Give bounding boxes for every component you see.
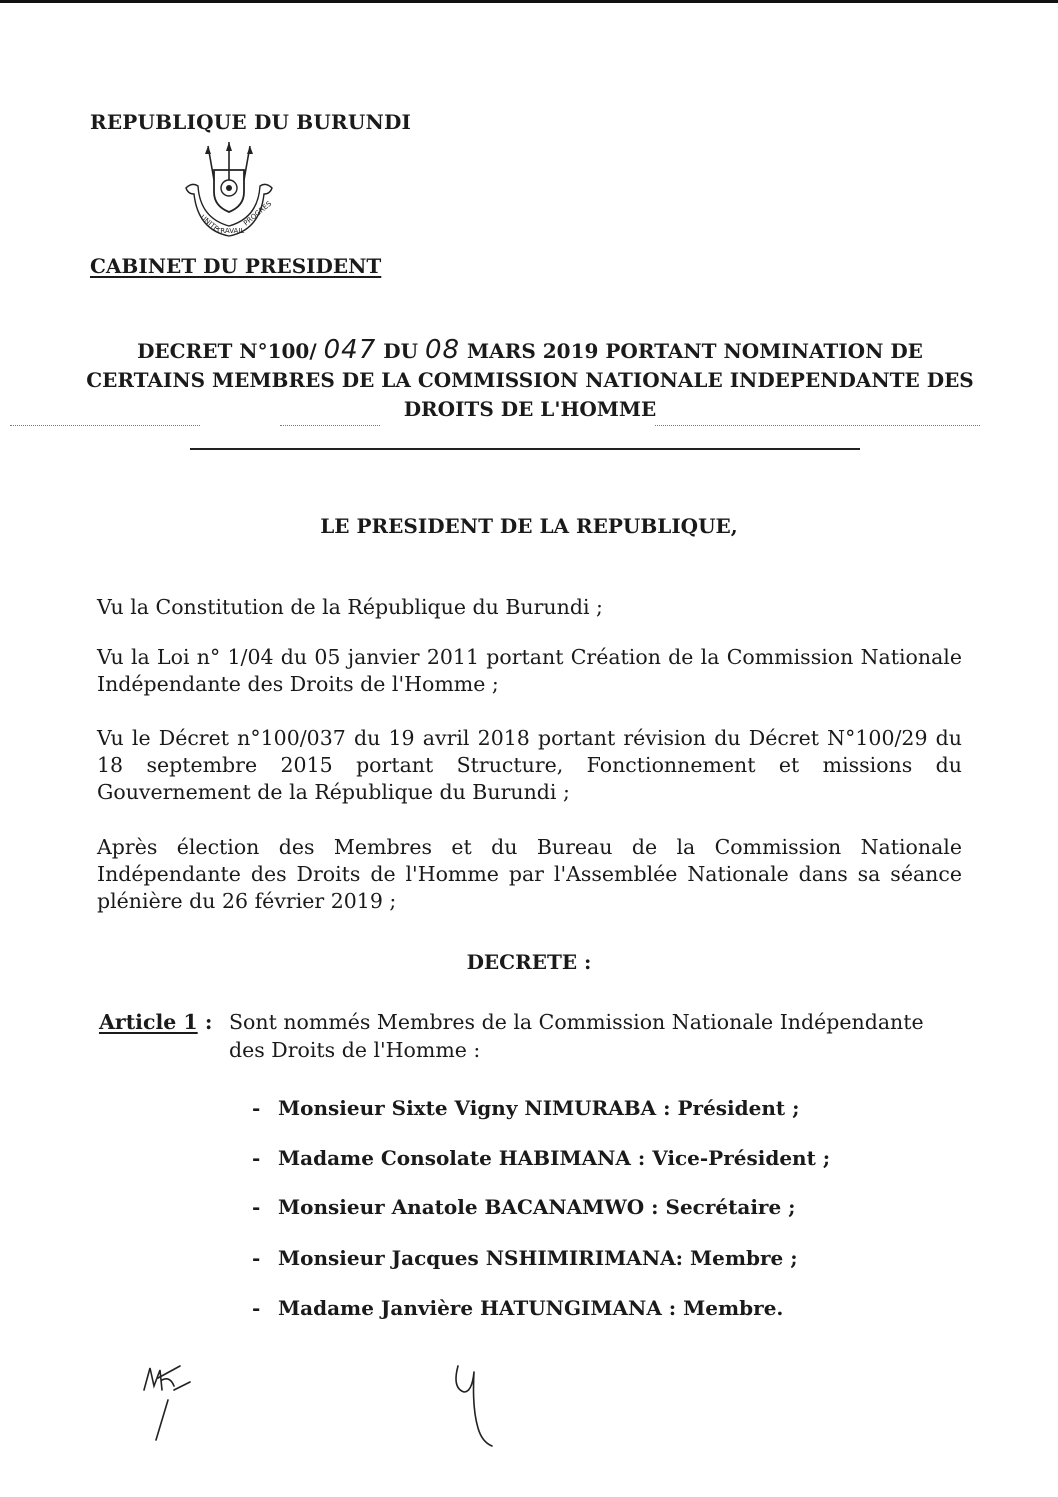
member-bullet: - — [252, 1195, 261, 1219]
president-heading: LE PRESIDENT DE LA REPUBLIQUE, — [320, 514, 738, 538]
decree-title-rest: MARS 2019 PORTANT NOMINATION DE — [467, 339, 923, 363]
decree-title — [60, 336, 1000, 424]
decrete-heading: DECRETE : — [466, 950, 592, 974]
page-top-border — [0, 0, 1058, 3]
article-1-label — [99, 1010, 212, 1034]
member-list-item — [252, 1246, 798, 1270]
member-bullet: - — [252, 1096, 261, 1120]
article-1-label-text: Article 1 — [99, 1010, 198, 1034]
recital-decree: Vu le Décret n°100/037 du 19 avril 2018 portant révision du Décret N°100/29 du 18 septembre 2015 portant Structure, Fonctionnement et missions du Gouvernement de la République du Burundi ; — [97, 726, 962, 804]
initials-signature-left — [140, 1360, 200, 1450]
member-text: Monsieur Sixte Vigny NIMURABA : Président ; — [278, 1096, 800, 1120]
recital-election: Après élection des Membres et du Bureau de la Commission Nationale Indépendante des Droits de l'Homme par l'Assemblée Nationale dans sa séance plénière du 26 février 2019 ; — [97, 835, 962, 913]
member-bullet: - — [252, 1146, 261, 1170]
decree-du: DU — [383, 339, 419, 363]
decree-title-line-3: DROITS DE L'HOMME — [403, 397, 657, 421]
decree-day-handwritten: 08 — [424, 335, 461, 365]
emblem-motto-3: PROGRES — [242, 199, 274, 228]
member-bullet: - — [252, 1246, 261, 1270]
recital-constitution: Vu la Constitution de la République du Burundi ; — [97, 595, 603, 619]
member-bullet: - — [252, 1296, 261, 1320]
title-separator-rule — [190, 448, 860, 450]
article-1-text: Sont nommés Membres de la Commission Nationale Indépendante des Droits de l'Homme : — [229, 1010, 924, 1062]
member-list-item — [252, 1096, 799, 1120]
dotted-line-left — [10, 425, 200, 426]
republic-heading: REPUBLIQUE DU BURUNDI — [90, 110, 412, 134]
dotted-line-middle — [280, 425, 380, 426]
emblem-motto-1: UNITE — [198, 213, 221, 234]
emblem-motto-2: TRAVAIL — [216, 227, 245, 235]
article-1-label-colon: : — [197, 1010, 213, 1034]
member-list-item — [252, 1296, 783, 1320]
member-list-item — [252, 1146, 830, 1170]
burundi-coat-of-arms-icon — [178, 140, 280, 240]
initials-signature-right — [448, 1358, 498, 1448]
member-text: Madame Consolate HABIMANA : Vice-Président ; — [278, 1146, 831, 1170]
recital-law: Vu la Loi n° 1/04 du 05 janvier 2011 portant Création de la Commission Nationale Indépendante des Droits de l'Homme ; — [97, 645, 962, 696]
cabinet-heading: CABINET DU PRESIDENT — [90, 254, 382, 278]
decree-title-line-1 — [60, 336, 1000, 366]
member-text: Monsieur Jacques NSHIMIRIMANA: Membre ; — [278, 1246, 798, 1270]
decree-number-prefix: DECRET N°100/ — [137, 339, 317, 363]
dotted-line-right — [655, 425, 980, 426]
decree-title-line-2: CERTAINS MEMBRES DE LA COMMISSION NATIONALE INDEPENDANTE DES — [86, 368, 974, 392]
member-list-item — [252, 1195, 796, 1219]
member-text: Monsieur Anatole BACANAMWO : Secrétaire ; — [278, 1195, 796, 1219]
decree-number-handwritten: 047 — [323, 335, 377, 365]
member-text: Madame Janvière HATUNGIMANA : Membre. — [278, 1296, 784, 1320]
